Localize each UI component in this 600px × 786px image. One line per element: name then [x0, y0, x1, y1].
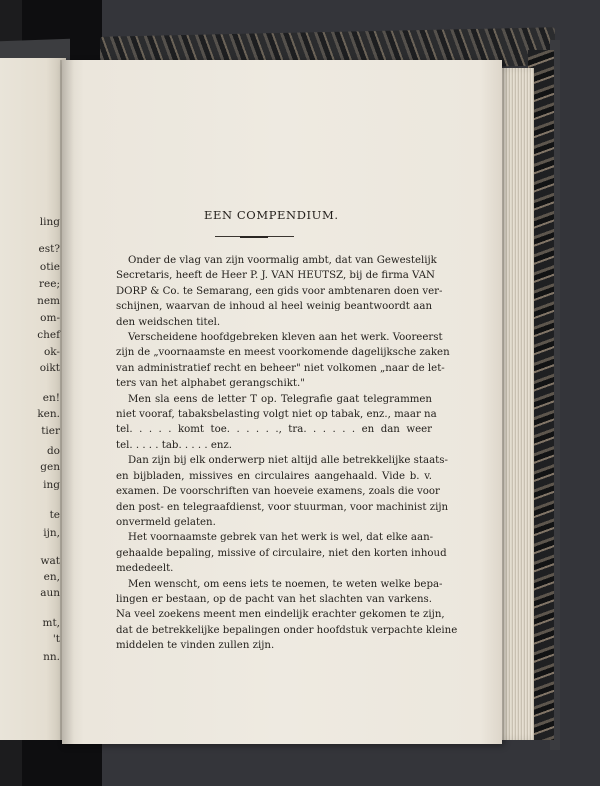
paragraph: [116, 330, 450, 392]
text-line: ters van het alphabet gerangschikt.": [116, 378, 305, 390]
text-line: en bijbladen, missives en circulaires aangehaald. Vide b. v.: [116, 470, 432, 482]
text-line: tel. . . . . komt toe. . . . . ., tra. . . . . . en dan weer: [116, 424, 432, 436]
left-page-fragment: oikt: [39, 362, 60, 374]
text-line: Secretaris, heeft de Heer P. J. VAN HEUTSZ, bij de firma VAN: [116, 270, 435, 282]
left-page-fragment: ok-: [43, 346, 60, 358]
text-line: middelen te vinden zullen zijn.: [116, 640, 275, 652]
text-line: Onder de vlag van zijn voormalig ambt, dat van Gewestelijk: [128, 255, 437, 266]
text-line: den post- en telegraafdienst, voor stuurman, voor machinist zijn: [116, 501, 449, 513]
text-line: examen. De voorschriften van hoeveie examens, zoals die voor: [116, 486, 440, 498]
text-line: mededeelt.: [116, 563, 174, 575]
left-page-fragment: chef: [37, 329, 60, 341]
paragraph: [116, 253, 443, 330]
text-line: van administratief recht en beheer" niet volkomen „naar de let-: [116, 362, 445, 374]
text-line: Het voornaamste gebrek van het werk is wel, dat elke aan-: [128, 532, 434, 544]
paragraph: [116, 453, 449, 530]
left-page-fragment: nn.: [43, 651, 60, 663]
left-page-fragment: tier: [41, 425, 60, 437]
left-page-fragment: do: [46, 445, 60, 457]
text-line: Na veel zoekens meent men eindelijk erachter gekomen te zijn,: [116, 609, 445, 621]
text-line: Men wenscht, om eens iets te noemen, te weten welke bepa-: [128, 578, 443, 590]
left-page-fragment: wat: [40, 555, 60, 567]
text-line: schijnen, waarvan de inhoud al heel weinig beantwoordt aan: [116, 301, 432, 313]
text-line: zijn de „voornaamste en meest voorkomende dagelijksche zaken: [116, 347, 450, 359]
text-line: den weidschen titel.: [116, 316, 221, 328]
left-page-fragment: 't: [52, 633, 60, 645]
text-line: Men sla eens de letter T op. Telegrafie gaat telegrammen: [128, 393, 432, 405]
body-text: [116, 253, 458, 654]
left-page-fragment: om-: [40, 312, 60, 324]
spine-shadow: [60, 60, 74, 744]
title-rule-center: [240, 236, 268, 238]
left-page-fragment: mt,: [42, 617, 60, 629]
text-line: gehaalde bepaling, missive of circulaire, niet den korten inhoud: [116, 547, 447, 559]
text-line: Dan zijn bij elk onderwerp niet altijd alle betrekkelijke staats-: [128, 455, 448, 467]
text-line: DORP & Co. te Semarang, een gids voor ambtenaren doen ver-: [116, 285, 443, 297]
left-page-fragment: ken.: [37, 408, 60, 420]
left-page-fragment: nem: [37, 295, 60, 307]
left-page-fragment: ling: [39, 216, 60, 228]
left-page-fragment: aun: [40, 587, 60, 599]
paragraph: [116, 577, 458, 654]
left-page-fragment: est?: [38, 243, 60, 255]
left-page-fragment: ree;: [39, 278, 60, 290]
text-line: Verscheidene hoofdgebreken kleven aan het werk. Vooreerst: [128, 332, 443, 344]
text-line: dat de betrekkelijke bepalingen onder hoofdstuk verpachte kleine: [116, 624, 458, 636]
left-page: [0, 58, 66, 740]
left-page-fragment: ijn,: [43, 527, 60, 539]
left-page-fragment: otie: [39, 261, 60, 273]
left-page-fragment: ing: [43, 479, 60, 491]
left-page-fragment: en!: [42, 392, 60, 404]
paragraph: [116, 530, 447, 576]
left-page-fragment: gen: [40, 461, 60, 473]
left-page-fragment: te: [49, 509, 60, 521]
text-line: onvermeld gelaten.: [116, 516, 216, 528]
text-line: tel. . . . . tab. . . . . enz.: [116, 439, 233, 451]
text-line: niet vooraf, tabaksbelasting volgt niet op tabak, enz., maar na: [116, 409, 437, 421]
text-line: lingen er bestaan, op de pacht van het slachten van varkens.: [116, 593, 432, 605]
page-title: EEN COMPENDIUM.: [204, 208, 339, 222]
left-page-fragment: en,: [43, 571, 60, 583]
paragraph: [116, 392, 437, 454]
